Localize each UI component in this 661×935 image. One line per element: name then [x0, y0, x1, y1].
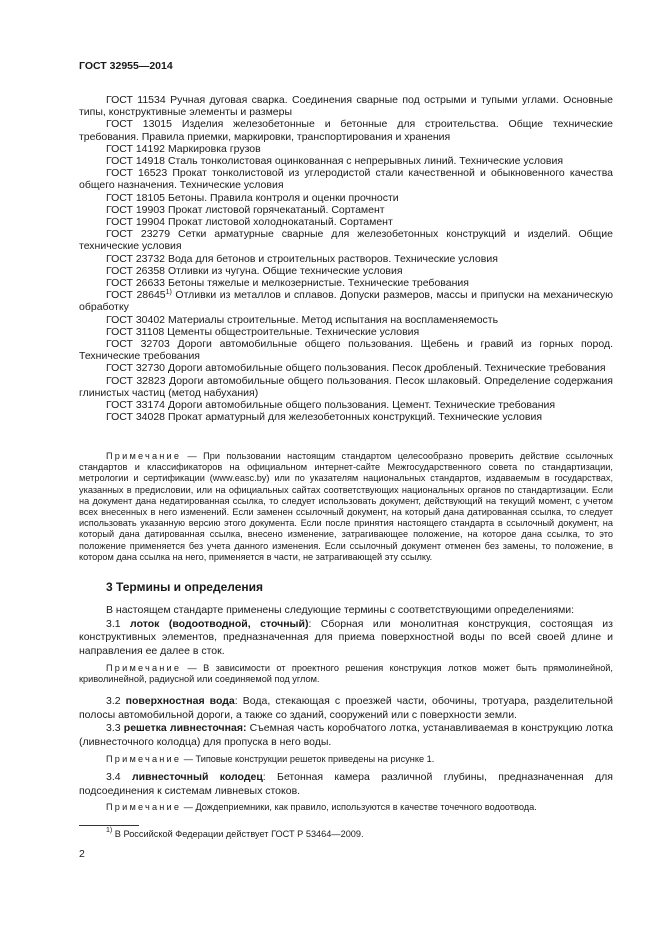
reference-item: ГОСТ 13015 Изделия железобетонные и бетонные для строительства. Общие технические требования. Правила приемки, маркировки, транспортирования и хранения	[79, 118, 613, 143]
reference-item: ГОСТ 14192 Маркировка грузов	[106, 142, 261, 155]
note-3-1: Примечание — В зависимости от проектного решения конструкция лотков может быть прямолинейной, криволинейной, радиусной или соединяемой под углом.	[79, 663, 613, 685]
reference-item: ГОСТ 32823 Дороги автомобильные общего пользования. Песок шлаковый. Определение содержания глинистых частиц (метод набухания)	[79, 374, 613, 399]
reference-item: ГОСТ 26358 Отливки из чугуна. Общие технические условия	[106, 264, 403, 277]
note-3-3: Примечание — Типовые конструкции решеток приведены на рисунке 1.	[106, 754, 435, 764]
reference-item: ГОСТ 23732 Вода для бетонов и строительных растворов. Технические условия	[106, 252, 498, 265]
document-header: ГОСТ 32955—2014	[79, 60, 173, 72]
reference-item: ГОСТ 30402 Материалы строительные. Метод испытания на воспламеняемость	[106, 313, 499, 326]
reference-item: ГОСТ 19904 Прокат листовой холоднокатаный. Сортамент	[106, 216, 393, 229]
reference-item: ГОСТ 31108 Цементы общестроительные. Технические условия	[106, 325, 420, 338]
reference-item: ГОСТ 34028 Прокат арматурный для железобетонных конструкций. Технические условия	[106, 411, 543, 424]
reference-item: ГОСТ 11534 Ручная дуговая сварка. Соединения сварные под острыми и тупыми углами. Основные типы, конструктивные элементы и размеры	[79, 94, 613, 119]
note-label: Примечание	[106, 754, 182, 764]
references-note	[79, 451, 613, 563]
footnote: $^{1)}$ В Российской Федерации действует ГОСТ Р 53464—2009.	[106, 827, 364, 839]
footnote-marker: 1)	[106, 827, 113, 834]
note-label: Примечание	[106, 802, 182, 812]
term-name: поверхностная вода	[125, 695, 235, 707]
reference-item: ГОСТ 32730 Дороги автомобильные общего пользования. Песок дробленый. Технические требования	[106, 362, 606, 375]
reference-text: Отливки из металлов и сплавов. Допуски размеров, массы и припуски на механическую обработку	[79, 289, 613, 314]
reference-item: ГОСТ 19903 Прокат листовой горячекатаный. Сортамент	[106, 203, 385, 216]
section-title: 3 Термины и определения	[106, 580, 264, 594]
reference-item: ГОСТ 32703 Дороги автомобильные общего пользования. Щебень и гравий из горных пород. Технические требования	[79, 338, 613, 363]
note-3-4: Примечание — Дождеприемники, как правило, используются в качестве точечного водоотвода.	[106, 802, 537, 812]
reference-item: ГОСТ 33174 Дороги автомобильные общего пользования. Цемент. Технические требования	[106, 399, 556, 412]
section-intro: В настоящем стандарте применены следующие термины с соответствующими определениями:	[106, 604, 575, 616]
reference-code: ГОСТ 28645	[106, 289, 166, 302]
reference-item: ГОСТ 23279 Сетки арматурные сварные для железобетонных конструкций и изделий. Общие технические условия	[79, 228, 613, 253]
reference-list	[79, 94, 613, 423]
reference-item: ГОСТ 18105 Бетоны. Правила контроля и оценки прочности	[106, 191, 399, 204]
section-body	[79, 604, 613, 658]
footnote-marker: 1)	[165, 289, 172, 297]
term-3-2: 3.2 поверхностная вода: Вода, стекающая с проезжей части, обочины, тротуара, разделительной полосы автомобильной дороги, а также со зданий, сооружений или с поверхности земли.	[79, 695, 613, 721]
reference-item: ГОСТ 14918 Сталь тонколистовая оцинкованная с непрерывных линий. Технические условия	[106, 155, 564, 168]
note-text: — При пользовании настоящим стандартом целесообразно проверить действие ссылочных стандартов и классификаторов на официальном интернет-сайте Межгосударственного совета по стандартизации, метрологии и сертификации (www.easc.by) или по указателям национальных стандартов, издаваемым в государствах, указанных в предисловии, или на официальных сайтах соответствующих национальных органов по стандартизации. Если на документ дана недатированная ссылка, то следует использовать документ, действующий на текущий момент, с учетом всех внесенных в него изменений. Если заменен ссылочный документ, на который дана датированная ссылка, то следует использовать указанную версию этого документа. Если после принятия настоящего стандарта в ссылочный документ, на который дана датированная ссылка, внесено изменение, затрагивающее положение, на которое дана ссылка, то это положение применяется без учета данного изменения. Если ссылочный документ отменен без замены, то положение, в котором дана ссылка на него, применяется в части, не затрагивающей эту ссылку.	[79, 451, 613, 562]
term-3-3: 3.3 решетка ливнесточная: Съемная часть коробчатого лотка, устанавливаемая в конструкцию лотка (ливнесточного колодца) для пропуска в него воды.	[79, 722, 613, 748]
term-3-1: 3.1 лоток (водоотводной, сточный): Сборная или монолитная конструкция, состоящая из конструктивных элементов, предназначенная для приема поверхностной воды по всей своей длине и направления ее далее в сток.	[79, 617, 613, 657]
footnote-divider	[79, 825, 139, 826]
note-label: Примечание	[106, 663, 182, 673]
note-label: Примечание	[106, 451, 182, 461]
term-3-4: 3.4 ливнесточный колодец: Бетонная камера различной глубины, предназначенная для подсоединения к системам ливневых стоков.	[79, 771, 613, 797]
reference-item: ГОСТ 26633 Бетоны тяжелые и мелкозернистые. Технические требования	[106, 277, 469, 290]
page-number: 2	[79, 848, 85, 860]
term-name: решетка ливнесточная:	[123, 722, 247, 734]
term-name: ливнесточный колодец	[131, 771, 263, 783]
reference-item-28645	[79, 289, 613, 313]
reference-item: ГОСТ 16523 Прокат тонколистовой из углеродистой стали качественной и обыкновенного качества общего назначения. Технические условия	[79, 167, 613, 192]
term-name: лоток (водоотводной, сточный)	[130, 617, 309, 630]
